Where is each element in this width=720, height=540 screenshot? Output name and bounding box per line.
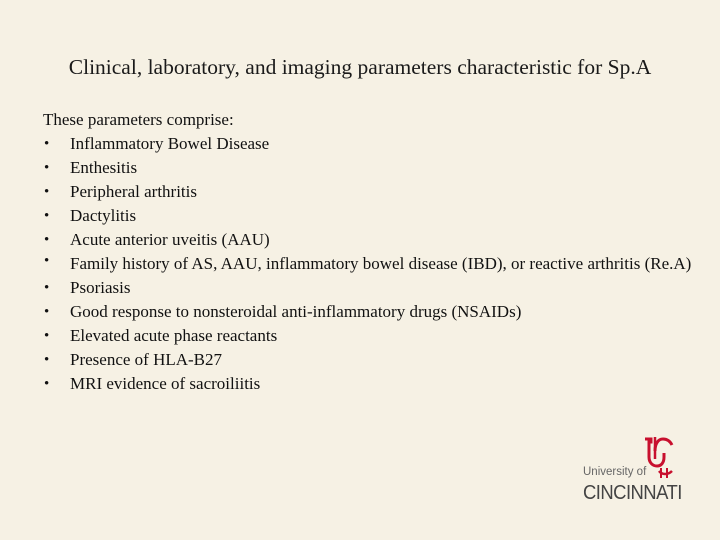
list-item xyxy=(43,156,693,180)
bullet-icon: • xyxy=(44,304,50,320)
list-item-text: Family history of AS, AAU, inflammatory bowel disease (IBD), or reactive arthritis (Re.A) xyxy=(70,254,692,273)
bullet-icon: • xyxy=(44,208,50,224)
list-item-text: Dactylitis xyxy=(70,206,137,225)
slide-body xyxy=(43,108,693,396)
logo-cincinnati-text: CINCINNATI xyxy=(583,481,682,504)
list-item-text: Presence of HLA-B27 xyxy=(70,350,223,369)
list-item xyxy=(43,324,693,348)
list-item-text: Acute anterior uveitis (AAU) xyxy=(70,230,270,249)
list-item xyxy=(43,204,693,228)
intro-text: These parameters comprise: xyxy=(43,110,234,129)
logo-university-text: University of xyxy=(583,466,647,478)
slide-title: Clinical, laboratory, and imaging parameters characteristic for Sp.A xyxy=(68,55,652,79)
bullet-icon: • xyxy=(44,184,50,200)
list-item xyxy=(43,300,693,324)
list-item-text: MRI evidence of sacroiliitis xyxy=(70,374,261,393)
bullet-icon: • xyxy=(44,253,50,269)
list-item xyxy=(43,180,693,204)
list-item-text: Inflammatory Bowel Disease xyxy=(70,134,270,153)
bullet-icon: • xyxy=(44,160,50,176)
list-item xyxy=(43,228,693,252)
bullet-icon: • xyxy=(44,232,50,248)
bullet-icon: • xyxy=(44,376,50,392)
list-item-text: Peripheral arthritis xyxy=(70,182,197,201)
bullet-icon: • xyxy=(44,280,50,296)
list-item xyxy=(43,132,693,156)
list-item xyxy=(43,276,693,300)
bullet-icon: • xyxy=(44,136,50,152)
list-item xyxy=(43,348,693,372)
list-item xyxy=(43,252,693,276)
university-logo xyxy=(583,435,693,505)
list-item-text: Elevated acute phase reactants xyxy=(70,326,278,345)
bullet-list xyxy=(43,132,693,396)
list-item-text: Psoriasis xyxy=(70,278,131,297)
bullet-icon: • xyxy=(44,328,50,344)
list-item-text: Enthesitis xyxy=(70,158,138,177)
list-item xyxy=(43,372,693,396)
list-item-text: Good response to nonsteroidal anti-inflammatory drugs (NSAIDs) xyxy=(70,302,522,321)
bullet-icon: • xyxy=(44,352,50,368)
